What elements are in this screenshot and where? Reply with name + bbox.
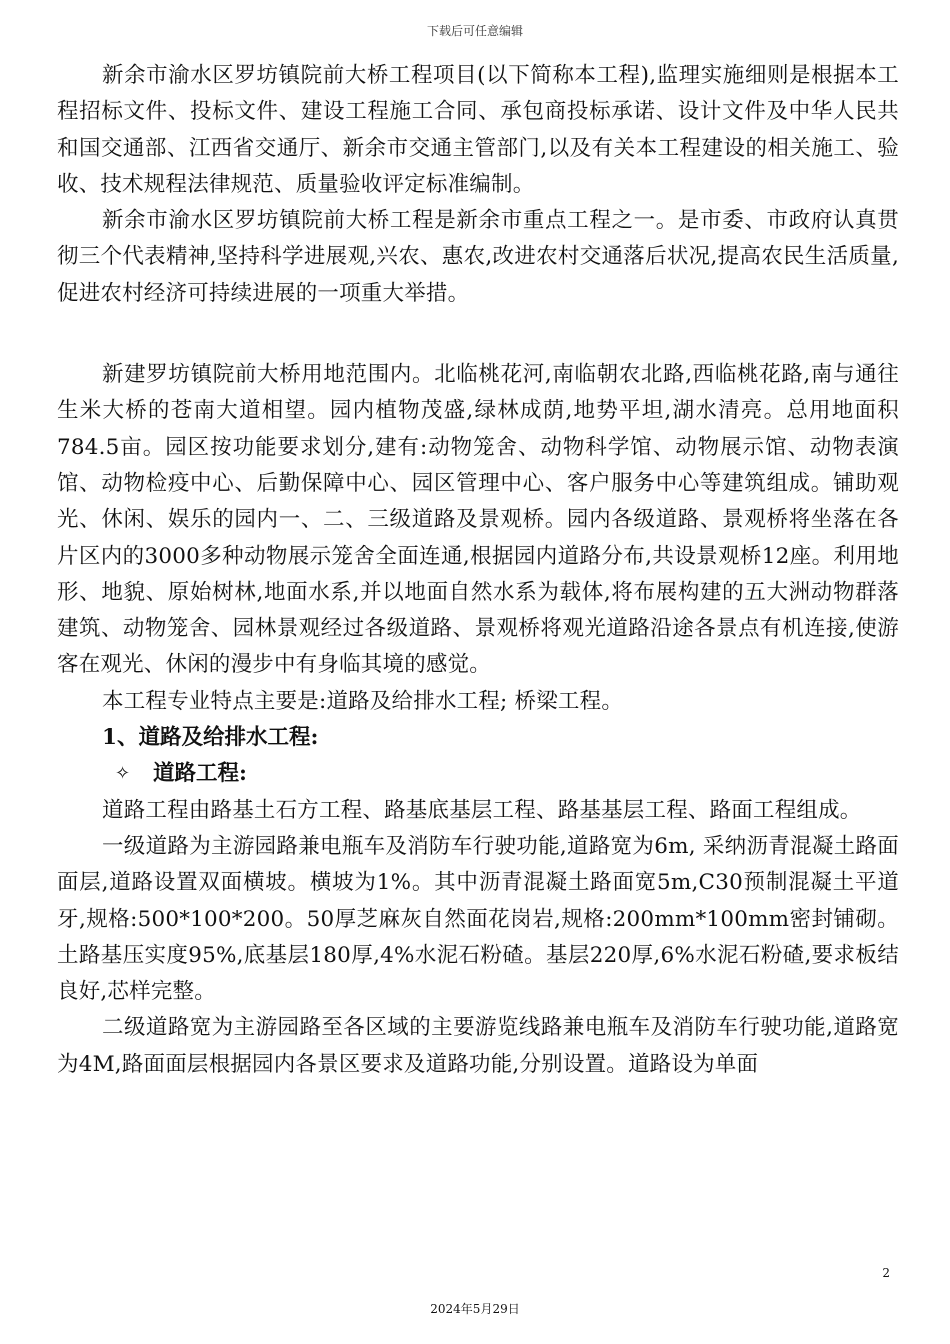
paragraph-first-class-road: 一级道路为主游园路兼电瓶车及消防车行驶功能,道路宽为6m, 采纳沥青混凝土路面面层,道路设置双面横坡。横坡为1%。其中沥青混凝土路面宽5m,C30预制混凝土平道牙,规格:500*100*200。50厚芝麻灰自然面花岗岩,规格:200mm*100mm密封铺砌。土路基压实度95%,底基层180厚,4%水泥石粉碴。基层220厚,6%水泥石粉碴,要求板结良好,芯样完整。 (57, 833, 899, 1005)
paragraph-intro: 新余市渝水区罗坊镇院前大桥工程项目(以下简称本工程),监理实施细则是根据本工程招标文件、投标文件、建设工程施工合同、承包商投标承诺、设计文件及中华人民共和国交通部、江西省交通厅、新余市交通主管部门,以及有关本工程建设的相关施工、验收、技术规程法律规范、质量验收评定标准编制。 (57, 63, 899, 197)
footer-date: 2024年5月29日 (430, 1302, 520, 1316)
paragraph-significance: 新余市渝水区罗坊镇院前大桥工程是新余市重点工程之一。是市委、市政府认真贯彻三个代表精神,坚持科学进展观,兴农、惠农,改进农村交通落后状况,提高农民生活质量,促进农村经济可持续进展的一项重大举措。 (57, 208, 899, 306)
subsection-heading-text: 道路工程: (153, 761, 247, 787)
blank-gap (57, 312, 899, 357)
paragraph-site-description: 新建罗坊镇院前大桥用地范围内。北临桃花河,南临朝农北路,西临桃花路,南与通往生米大桥的苍南大道相望。园内植物茂盛,绿林成荫,地势平坦,湖水清亮。总用地面积784.5亩。园区按功能要求划分,建有:动物笼舍、动物科学馆、动物展示馆、动物表演馆、动物检疫中心、后勤保障中心、园区管理中心、客户服务中心等建筑组成。铺助观光、休闲、娱乐的园内一、二、三级道路及景观桥。园内各级道路、景观桥将坐落在各片区内的3000多种动物展示笼舍全面连通,根据园内道路分布,共设景观桥12座。利用地形、地貌、原始树林,地面水系,并以地面自然水系为载体,将布展构建的五大洲动物群落建筑、动物笼舍、园林景观经过各级道路、景观桥将观光道路沿途各景点有机连接,使游客在观光、休闲的漫步中有身临其境的感觉。 (57, 362, 899, 678)
section-heading-road-drainage: 1、道路及给排水工程: (102, 725, 319, 751)
paragraph-road-composition: 道路工程由路基土石方工程、路基底基层工程、路基基层工程、路面工程组成。 (102, 797, 862, 823)
subsection-heading-road (57, 756, 899, 792)
page-header: 下载后可任意编辑 (426, 24, 523, 38)
paragraph-second-class-road: 二级道路宽为主游园路至各区域的主要游览线路兼电瓶车及消防车行驶功能,道路宽为4M,路面面层根据园内各景区要求及道路功能,分别设置。道路设为单面 (57, 1015, 899, 1077)
diamond-bullet-icon: ✧ (115, 763, 131, 785)
paragraph-project-features: 本工程专业特点主要是:道路及给排水工程; 桥梁工程。 (102, 688, 624, 714)
page-number: 2 (882, 1266, 890, 1280)
document-body (57, 58, 899, 1083)
